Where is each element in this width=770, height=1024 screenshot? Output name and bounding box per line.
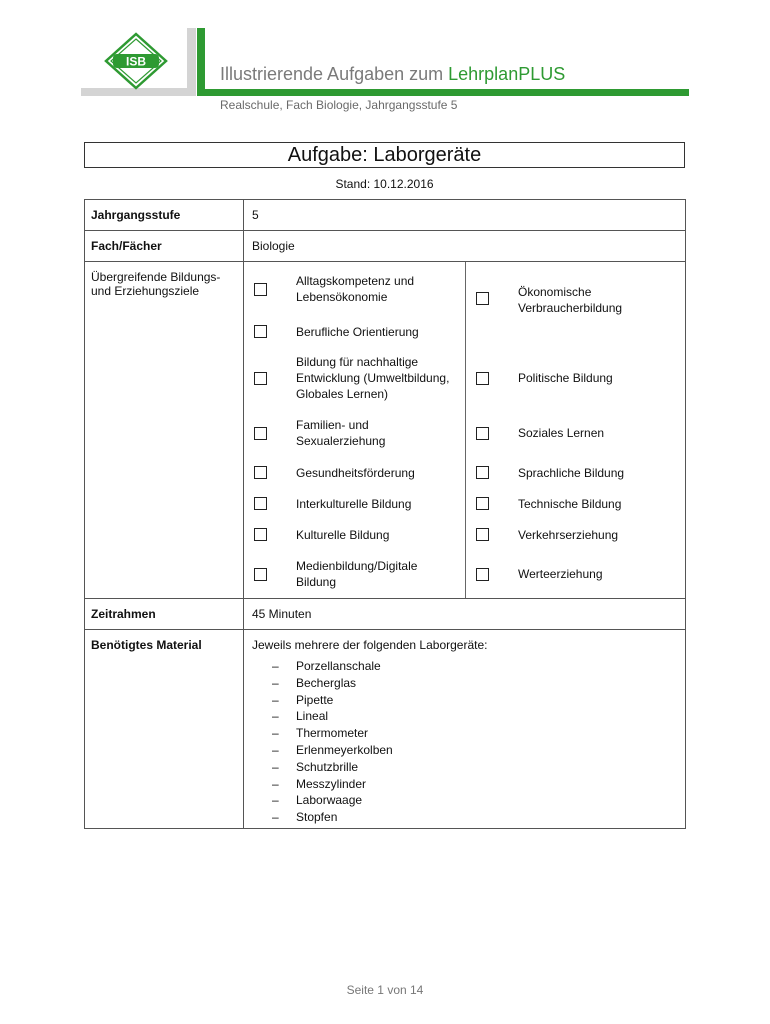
header-green-bar-vertical xyxy=(197,28,205,96)
list-dash: – xyxy=(272,675,279,690)
list-dash: – xyxy=(272,692,279,707)
ziel-label xyxy=(296,558,417,590)
list-item xyxy=(252,675,677,692)
task-info-table xyxy=(84,199,686,829)
task-stand-date: Stand: 10.12.2016 xyxy=(335,177,434,191)
material-name: Schutzbrille xyxy=(296,759,359,774)
ziel-label xyxy=(296,496,411,512)
list-item xyxy=(252,759,677,776)
ziel-item-left xyxy=(244,409,466,457)
checkbox[interactable] xyxy=(254,427,267,440)
ziel-label-line: Entwicklung (Umweltbildung, xyxy=(296,371,450,385)
ziel-label-line: Sexualerziehung xyxy=(296,434,386,448)
header-title-prefix: Illustrierende Aufgaben zum xyxy=(220,64,449,84)
ziel-label xyxy=(518,425,604,441)
material-name: Erlenmeyerkolben xyxy=(296,742,393,757)
ziel-item-right xyxy=(466,347,685,409)
ziel-label-line: Soziales Lernen xyxy=(518,426,605,440)
ziel-label xyxy=(518,527,618,543)
ziel-label xyxy=(296,465,415,481)
page-footer: Seite 1 von 14 xyxy=(346,983,424,997)
list-item xyxy=(252,792,677,809)
logo-text: ISB xyxy=(125,54,147,69)
ziel-label-line: Bildung xyxy=(296,575,337,589)
checkbox[interactable] xyxy=(476,528,489,541)
ziel-label-line: Globales Lernen) xyxy=(296,387,389,401)
checkbox[interactable] xyxy=(254,283,267,296)
ziel-label xyxy=(518,284,622,316)
checkbox[interactable] xyxy=(254,325,267,338)
list-dash: – xyxy=(272,810,279,825)
header-title-accent: LehrplanPLUS xyxy=(448,64,566,84)
ziel-label xyxy=(518,496,621,512)
ziel-label xyxy=(518,566,603,582)
isb-logo xyxy=(104,32,168,90)
ziel-label-line: Sprachliche Bildung xyxy=(518,465,625,480)
ziel-label xyxy=(518,465,624,481)
checkbox[interactable] xyxy=(254,528,267,541)
ziel-label xyxy=(296,273,414,305)
list-dash: – xyxy=(272,759,279,774)
ziel-item-left xyxy=(244,519,466,550)
list-dash: – xyxy=(272,793,279,808)
material-name: Laborwaage xyxy=(296,793,363,808)
table-row-zeit xyxy=(85,599,686,630)
jahrgang-value: 5 xyxy=(244,200,686,231)
task-title: Aufgabe: Laborgeräte xyxy=(287,143,482,166)
ziel-label-line: Werteerziehung xyxy=(518,567,603,581)
ziel-label-line: Lebensökonomie xyxy=(296,290,388,304)
ziel-item-left xyxy=(244,488,466,519)
ziel-label-line: Verkehrserziehung xyxy=(518,527,619,542)
ziel-label xyxy=(296,417,385,449)
material-label: Benötigtes Material xyxy=(85,630,244,829)
ziel-item-left xyxy=(244,550,466,598)
material-name: Thermometer xyxy=(296,726,369,741)
checkbox[interactable] xyxy=(476,372,489,385)
header-subtitle: Realschule, Fach Biologie, Jahrgangsstufe 5 xyxy=(220,98,458,112)
list-dash: – xyxy=(272,709,279,724)
fach-label: Fach/Fächer xyxy=(85,231,244,262)
ziel-item-right xyxy=(466,519,685,550)
ziel-item-right xyxy=(466,550,685,598)
material-name: Pipette xyxy=(296,692,334,707)
ziel-label-line: Familien- und xyxy=(296,418,369,432)
checkbox[interactable] xyxy=(476,466,489,479)
ziel-label-line: Technische Bildung xyxy=(518,496,622,511)
ziel-label xyxy=(296,324,419,340)
list-item xyxy=(252,708,677,725)
material-list xyxy=(252,658,677,826)
ziele-grid-cell xyxy=(244,262,686,599)
checkbox[interactable] xyxy=(476,292,489,305)
list-item xyxy=(252,692,677,709)
ziel-item-right xyxy=(466,262,685,347)
ziel-label-line: Bildung für nachhaltige xyxy=(296,355,419,369)
ziele-grid xyxy=(244,262,685,598)
list-item xyxy=(252,725,677,742)
ziel-label-line: Ökonomische xyxy=(518,285,592,299)
zeit-label: Zeitrahmen xyxy=(85,599,244,630)
ziel-label-line: Politische Bildung xyxy=(518,371,613,385)
material-intro: Jeweils mehrere der folgenden Laborgeräte: xyxy=(252,638,488,652)
material-name: Messzylinder xyxy=(296,776,367,791)
ziel-label-line: Interkulturelle Bildung xyxy=(296,496,412,511)
ziel-label-line: Alltagskompetenz und xyxy=(296,274,415,288)
ziel-label-line: Berufliche Orientierung xyxy=(296,324,419,339)
ziel-label-line: Medienbildung/Digitale xyxy=(296,559,418,573)
material-name: Stopfen xyxy=(296,810,338,825)
table-row-ziele xyxy=(85,262,686,599)
ziel-label xyxy=(296,354,449,402)
list-item xyxy=(252,809,677,826)
material-name: Becherglas xyxy=(296,675,357,690)
ziel-item-right xyxy=(466,409,685,457)
list-dash: – xyxy=(272,742,279,757)
table-row-material xyxy=(85,630,686,829)
ziel-label-line: Gesundheitsförderung xyxy=(296,465,415,480)
table-row-jahrgang xyxy=(85,200,686,231)
ziel-item-left xyxy=(244,347,466,409)
fach-value: Biologie xyxy=(244,231,686,262)
table-row-fach xyxy=(85,231,686,262)
jahrgang-label: Jahrgangsstufe xyxy=(85,200,244,231)
task-title-box xyxy=(84,142,685,168)
ziele-label-line1: Übergreifende Bildungs- xyxy=(91,270,221,284)
checkbox[interactable] xyxy=(476,497,489,510)
list-dash: – xyxy=(272,726,279,741)
list-dash: – xyxy=(272,659,279,673)
ziel-label xyxy=(296,527,389,543)
ziel-label xyxy=(518,370,613,386)
ziel-item-left xyxy=(244,316,466,347)
ziele-label xyxy=(85,262,244,599)
checkbox[interactable] xyxy=(254,372,267,385)
checkbox[interactable] xyxy=(254,466,267,479)
material-name: Porzellanschale xyxy=(296,659,381,673)
checkbox[interactable] xyxy=(254,568,267,581)
checkbox[interactable] xyxy=(254,497,267,510)
header-green-bar-horizontal xyxy=(197,89,689,96)
zeit-value: 45 Minuten xyxy=(244,599,686,630)
ziel-item-left xyxy=(244,262,466,316)
ziel-item-right xyxy=(466,457,685,488)
list-item xyxy=(252,742,677,759)
ziel-item-left xyxy=(244,457,466,488)
material-name: Lineal xyxy=(296,709,329,724)
logo-gray-bar-vertical xyxy=(187,28,196,96)
checkbox[interactable] xyxy=(476,568,489,581)
checkbox[interactable] xyxy=(476,427,489,440)
material-cell xyxy=(244,630,686,829)
ziel-label-line: Kulturelle Bildung xyxy=(296,527,390,542)
ziel-label-line: Verbraucherbildung xyxy=(518,301,623,315)
list-item xyxy=(252,776,677,793)
list-item xyxy=(252,658,677,675)
ziele-label-line2: und Erziehungsziele xyxy=(91,284,200,298)
list-dash: – xyxy=(272,776,279,791)
ziel-item-right xyxy=(466,488,685,519)
header-title xyxy=(220,64,565,85)
